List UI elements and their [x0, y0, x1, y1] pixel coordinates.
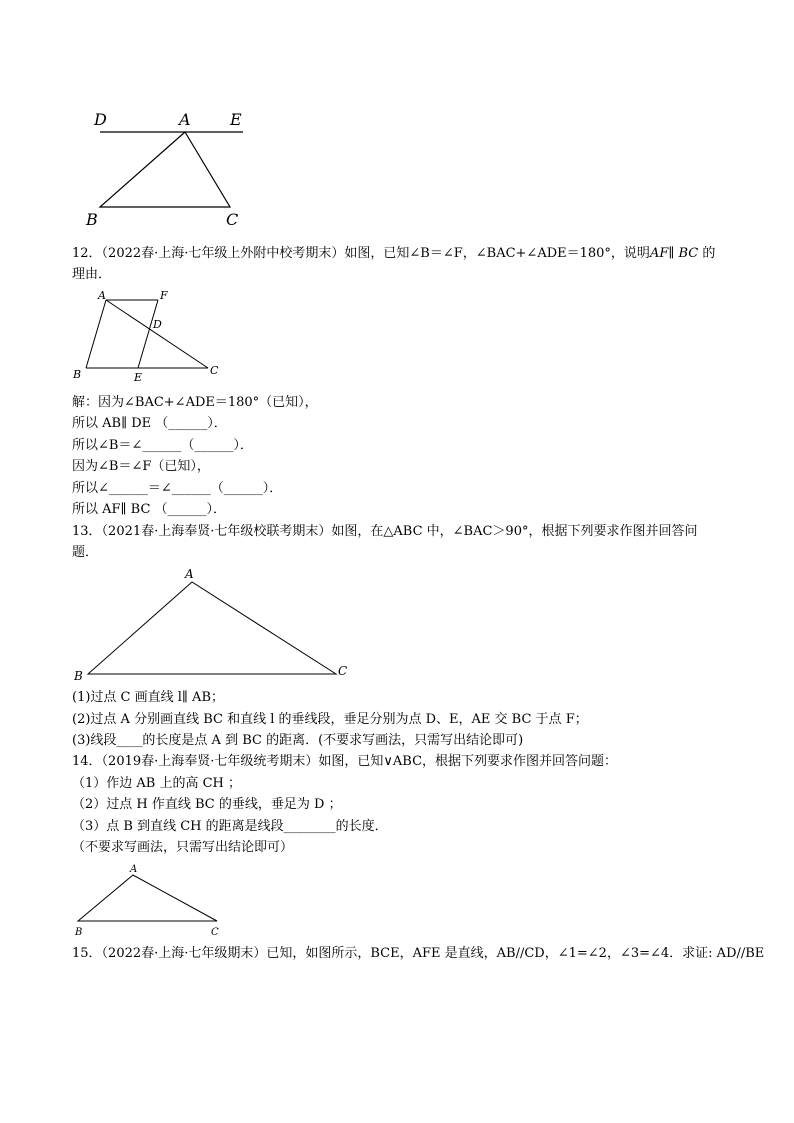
label-E: E — [230, 110, 242, 129]
q12-heading: 12．（2022春·上海·七年级上外附中校考期末）如图，已知∠B＝∠F，∠BAC+∠ADE＝180°，说明AF∥ BC 的 — [72, 246, 716, 261]
label-D: D — [94, 110, 107, 129]
q12-solution-line-6: 所以 AF∥ BC （______）． — [72, 502, 227, 517]
q14-item-4: （不要求写画法，只需写出结论即可） — [72, 840, 294, 855]
q12-solution-line-4: 因为∠B＝∠F（已知）， — [72, 459, 210, 474]
q13-item-3: (3)线段____的长度是点 A 到 BC 的距离．(不要求写画法，只需写出结论即可) — [72, 733, 524, 748]
q12-solution-line-3: 所以∠B＝∠______（______）． — [72, 438, 253, 453]
label-B: B — [86, 210, 98, 229]
q14-label-C: C — [211, 927, 219, 938]
q13-heading: 13．（2021春·上海奉贤·七年级校联考期末）如图，在△ABC 中，∠BAC＞90°，根据下列要求作图并回答问 — [72, 524, 698, 539]
label-C: C — [226, 210, 239, 229]
q12-label-F: F — [160, 289, 168, 302]
q14-item-1: （1）作边 AB 上的高 CH ； — [72, 776, 242, 791]
q12-label-E: E — [134, 371, 143, 384]
q14-label-B: B — [75, 927, 83, 938]
q12-heading-line2: 理由． — [72, 267, 112, 282]
q12-label-B: B — [73, 368, 82, 381]
q13-label-A: A — [185, 567, 194, 581]
figure-q14-triangle — [70, 860, 230, 940]
figure-q12 — [68, 288, 228, 388]
q13-heading-line2: 题． — [72, 545, 99, 560]
figure-q13-triangle — [70, 565, 360, 685]
q14-label-A: A — [130, 864, 138, 875]
q12-label-D: D — [153, 318, 162, 331]
q13-item-1: (1)过点 C 画直线 l∥ AB； — [72, 690, 224, 705]
q12-label-A: A — [98, 289, 106, 302]
q12-solution-line-5: 所以∠______＝∠______（______）． — [72, 481, 283, 496]
q14-heading: 14．（2019春·上海奉贤·七年级统考期末）如图，已知∨ABC，根据下列要求作图并回答问题： — [72, 754, 618, 769]
q12-solution-line-1: 解：因为∠BAC+∠ADE＝180°（已知）， — [72, 395, 318, 410]
q13-item-2: (2)过点 A 分别画直线 BC 和直线 l 的垂线段，垂足分别为点 D、E，AE 交 BC 于点 F； — [72, 712, 588, 727]
q15-heading: 15．（2022春·上海·七年级期末）已知，如图所示，BCE，AFE 是直线，AB//CD，∠1=∠2，∠3=∠4．求证: AD//BE — [72, 946, 765, 961]
q13-label-B: B — [74, 669, 83, 683]
q14-item-2: （2）过点 H 作直线 BC 的垂线，垂足为 D ； — [72, 797, 342, 812]
label-A: A — [179, 110, 191, 129]
q12-label-C: C — [210, 364, 219, 377]
q12-solution-line-2: 所以 AB∥ DE （______）． — [72, 416, 227, 431]
q13-label-C: C — [338, 664, 348, 678]
q14-item-3: （3）点 B 到直线 CH 的距离是线段________的长度． — [72, 819, 388, 834]
figure-triangle-de — [80, 105, 260, 230]
